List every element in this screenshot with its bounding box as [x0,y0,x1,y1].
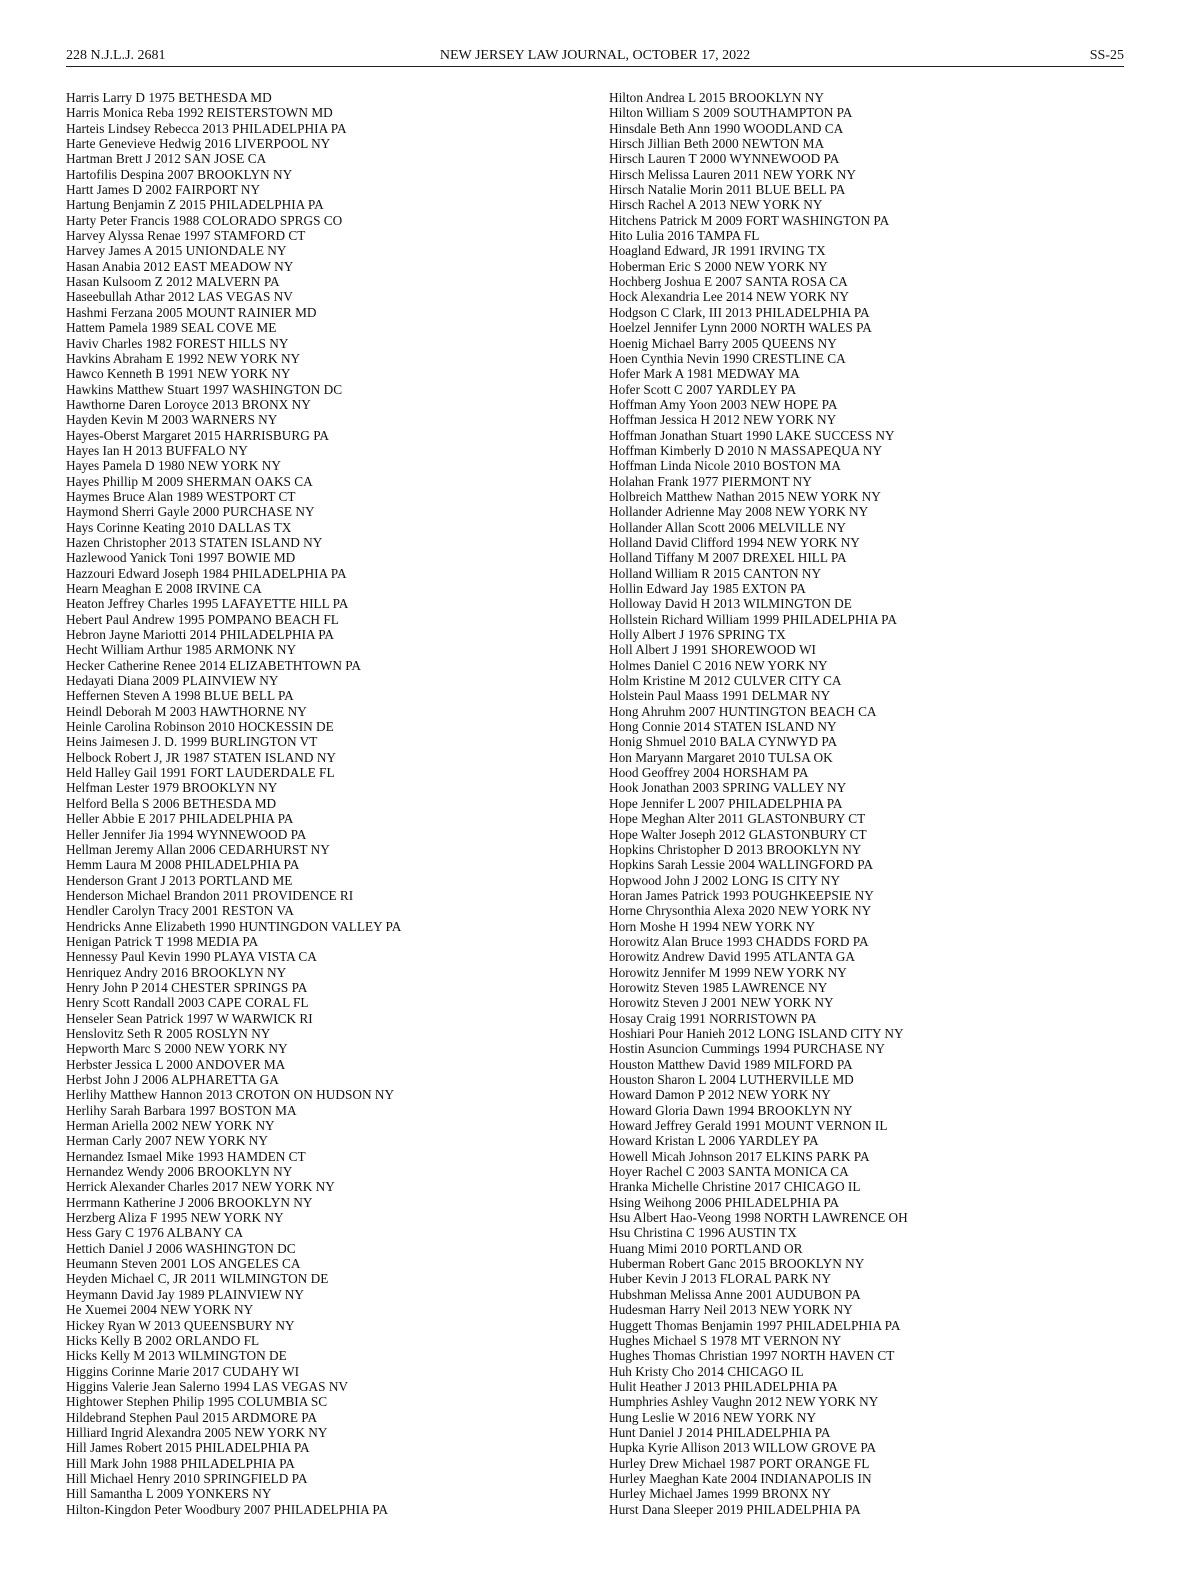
attorney-entry: Hopkins Christopher D 2013 BROOKLYN NY [609,841,862,857]
attorney-entry: Hirsch Natalie Morin 2011 BLUE BELL PA [609,182,846,198]
attorney-entry: Hurley Maeghan Kate 2004 INDIANAPOLIS IN [609,1470,872,1486]
attorney-entry: Hays Corinne Keating 2010 DALLAS TX [66,519,292,535]
attorney-entry: Hodgson C Clark, III 2013 PHILADELPHIA PA [609,304,870,320]
attorney-entry: Hoyer Rachel C 2003 SANTA MONICA CA [609,1164,849,1180]
attorney-entry: Hoelzel Jennifer Lynn 2000 NORTH WALES PA [609,320,872,336]
citation: 228 N.J.L.J. 2681 [66,48,166,63]
attorney-entry: Howard Damon P 2012 NEW YORK NY [609,1087,831,1103]
attorney-entry: Heller Jennifer Jia 1994 WYNNEWOOD PA [66,826,307,842]
attorney-entry: Honig Shmuel 2010 BALA CYNWYD PA [609,734,838,750]
attorney-entry: Hurley Drew Michael 1987 PORT ORANGE FL [609,1455,870,1471]
attorney-entry: Hendler Carolyn Tracy 2001 RESTON VA [66,903,294,919]
page-number: SS-25 [1089,48,1124,63]
attorney-entry: Hollander Adrienne May 2008 NEW YORK NY [609,504,869,520]
attorney-entry: Hope Jennifer L 2007 PHILADELPHIA PA [609,795,843,811]
attorney-entry: Huh Kristy Cho 2014 CHICAGO IL [609,1363,804,1379]
attorney-entry: Hoffman Linda Nicole 2010 BOSTON MA [609,458,841,474]
attorney-entry: Hess Gary C 1976 ALBANY CA [66,1225,244,1241]
attorney-entry: Howard Kristan L 2006 YARDLEY PA [609,1133,819,1149]
attorney-entry: Hernandez Wendy 2006 BROOKLYN NY [66,1164,293,1180]
attorney-entry: Hawco Kenneth B 1991 NEW YORK NY [66,366,291,382]
attorney-entry: Hoberman Eric S 2000 NEW YORK NY [609,258,828,274]
attorney-entry: Hennessy Paul Kevin 1990 PLAYA VISTA CA [66,949,317,965]
attorney-entry: He Xuemei 2004 NEW YORK NY [66,1302,254,1318]
attorney-entry: Holly Albert J 1976 SPRING TX [609,627,786,643]
attorney-entry: Hebert Paul Andrew 1995 POMPANO BEACH FL [66,611,339,627]
attorney-entry: Holland William R 2015 CANTON NY [609,565,822,581]
attorney-entry: Hock Alexandria Lee 2014 NEW YORK NY [609,289,850,305]
attorney-entry: Hubshman Melissa Anne 2001 AUDUBON PA [609,1286,861,1302]
attorney-entry: Hood Geoffrey 2004 HORSHAM PA [609,765,809,781]
attorney-entry: Hinsdale Beth Ann 1990 WOODLAND CA [609,120,844,136]
attorney-entry: Horowitz Alan Bruce 1993 CHADDS FORD PA [609,933,869,949]
attorney-entry: Higgins Valerie Jean Salerno 1994 LAS VEGAS NV [66,1378,349,1394]
attorney-entry: Harvey James A 2015 UNIONDALE NY [66,243,287,259]
attorney-entry: Horowitz Jennifer M 1999 NEW YORK NY [609,964,847,980]
attorney-entry: Hebron Jayne Mariotti 2014 PHILADELPHIA PA [66,627,335,643]
attorney-entry: Herlihy Sarah Barbara 1997 BOSTON MA [66,1102,297,1118]
attorney-entry: Henderson Grant J 2013 PORTLAND ME [66,872,293,888]
attorney-entry: Hepworth Marc S 2000 NEW YORK NY [66,1041,288,1057]
attorney-entry: Hoenig Michael Barry 2005 QUEENS NY [609,335,837,351]
attorney-entry: Hayes Phillip M 2009 SHERMAN OAKS CA [66,473,313,489]
publication-title: NEW JERSEY LAW JOURNAL, OCTOBER 17, 2022 [439,48,751,63]
attorney-entry: Horn Moshe H 1994 NEW YORK NY [609,918,816,934]
attorney-entry: Hirsch Rachel A 2013 NEW YORK NY [609,197,823,213]
attorney-entry: Hoffman Kimberly D 2010 N MASSAPEQUA NY [609,442,883,458]
attorney-entry: Holbreich Matthew Nathan 2015 NEW YORK NY [609,488,881,504]
attorney-entry: Hasan Anabia 2012 EAST MEADOW NY [66,258,294,274]
attorney-entry: Hoagland Edward, JR 1991 IRVING TX [609,243,826,259]
attorney-entry: Hulit Heather J 2013 PHILADELPHIA PA [609,1378,838,1394]
attorney-entry: Hofer Mark A 1981 MEDWAY MA [609,366,800,382]
attorney-entry: Huber Kevin J 2013 FLORAL PARK NY [609,1271,832,1287]
attorney-entry: Herbster Jessica L 2000 ANDOVER MA [66,1056,286,1072]
attorney-entry: Hochberg Joshua E 2007 SANTA ROSA CA [609,274,848,290]
attorney-entry: Hayes Pamela D 1980 NEW YORK NY [66,458,281,474]
attorney-entry: Hosay Craig 1991 NORRISTOWN PA [609,1010,817,1026]
attorney-entry: Hill James Robert 2015 PHILADELPHIA PA [66,1440,310,1456]
attorney-entry: Heller Abbie E 2017 PHILADELPHIA PA [66,811,294,827]
attorney-entry: Huggett Thomas Benjamin 1997 PHILADELPHIA PA [609,1317,901,1333]
attorney-entry: Hayes-Oberst Margaret 2015 HARRISBURG PA [66,427,329,443]
attorney-entry: Hicks Kelly B 2002 ORLANDO FL [66,1332,260,1348]
attorney-entry: Hughes Thomas Christian 1997 NORTH HAVEN CT [609,1348,895,1364]
attorney-entry: Hemm Laura M 2008 PHILADELPHIA PA [66,857,300,873]
attorney-entry: Hilton William S 2009 SOUTHAMPTON PA [609,105,853,121]
attorney-entry: Holloway David H 2013 WILMINGTON DE [609,596,852,612]
attorney-entry: Hartung Benjamin Z 2015 PHILADELPHIA PA [66,197,324,213]
attorney-entry: Hendricks Anne Elizabeth 1990 HUNTINGDON VALLEY PA [66,918,402,934]
attorney-entry: Harte Genevieve Hedwig 2016 LIVERPOOL NY [66,136,331,152]
attorney-entry: Hicks Kelly M 2013 WILMINGTON DE [66,1348,287,1364]
attorney-entry: Hirsch Lauren T 2000 WYNNEWOOD PA [609,151,840,167]
attorney-entry: Houston Sharon L 2004 LUTHERVILLE MD [609,1072,854,1087]
attorney-entry: Hsing Weihong 2006 PHILADELPHIA PA [609,1194,840,1210]
attorney-entry: Hellman Jeremy Allan 2006 CEDARHURST NY [66,841,330,857]
attorney-entry: Hilliard Ingrid Alexandra 2005 NEW YORK NY [66,1424,328,1440]
attorney-entry: Haymond Sherri Gayle 2000 PURCHASE NY [66,504,315,520]
attorney-entry: Hill Michael Henry 2010 SPRINGFIELD PA [66,1470,308,1486]
attorney-entry: Harvey Alyssa Renae 1997 STAMFORD CT [66,228,306,244]
attorney-entry: Henriquez Andry 2016 BROOKLYN NY [66,964,287,980]
attorney-entry: Hazlewood Yanick Toni 1997 BOWIE MD [66,550,296,566]
attorney-entry: Howard Jeffrey Gerald 1991 MOUNT VERNON IL [609,1118,888,1134]
attorney-entry: Hecht William Arthur 1985 ARMONK NY [66,642,297,658]
attorney-entry: Huang Mimi 2010 PORTLAND OR [609,1240,803,1256]
attorney-entry: Henry Scott Randall 2003 CAPE CORAL FL [66,995,309,1011]
attorney-entry: Holland Tiffany M 2007 DREXEL HILL PA [609,550,847,566]
attorney-entry: Hito Lulia 2016 TAMPA FL [609,228,760,244]
attorney-entry: Hollstein Richard William 1999 PHILADELPHIA PA [609,611,897,627]
attorney-entry: Hearn Meaghan E 2008 IRVINE CA [66,581,262,596]
attorney-entry: Holland David Clifford 1994 NEW YORK NY [609,534,860,550]
attorney-entry: Haseebullah Athar 2012 LAS VEGAS NV [66,289,293,305]
attorney-entry: Held Halley Gail 1991 FORT LAUDERDALE FL [66,765,335,781]
attorney-entry: Holm Kristine M 2012 CULVER CITY CA [609,673,842,689]
attorney-entry: Hoffman Jessica H 2012 NEW YORK NY [609,412,837,428]
attorney-entry: Hopwood John J 2002 LONG IS CITY NY [609,872,841,888]
attorney-entry: Heumann Steven 2001 LOS ANGELES CA [66,1256,301,1272]
attorney-entry: Huberman Robert Ganc 2015 BROOKLYN NY [609,1256,865,1272]
attorney-entry: Hartt James D 2002 FAIRPORT NY [66,182,261,198]
attorney-entry: Hickey Ryan W 2013 QUEENSBURY NY [66,1317,295,1333]
attorney-entry: Hawthorne Daren Loroyce 2013 BRONX NY [66,396,311,412]
attorney-entry: Heyden Michael C, JR 2011 WILMINGTON DE [66,1271,329,1287]
attorney-entry: Hook Jonathan 2003 SPRING VALLEY NY [609,780,847,796]
attorney-entry: Haymes Bruce Alan 1989 WESTPORT CT [66,488,296,504]
attorney-entry: Herrmann Katherine J 2006 BROOKLYN NY [66,1194,313,1210]
attorney-entry: Havkins Abraham E 1992 NEW YORK NY [66,350,301,366]
attorney-entry: Hazen Christopher 2013 STATEN ISLAND NY [66,534,323,550]
attorney-entry: Hitchens Patrick M 2009 FORT WASHINGTON PA [609,212,890,228]
attorney-entry: Hung Leslie W 2016 NEW YORK NY [609,1409,817,1425]
attorney-entry: Howard Gloria Dawn 1994 BROOKLYN NY [609,1102,853,1118]
attorney-entry: Hon Maryann Margaret 2010 TULSA OK [609,749,833,765]
attorney-entry: Henigan Patrick T 1998 MEDIA PA [66,933,259,949]
attorney-entry: Holl Albert J 1991 SHOREWOOD WI [609,642,816,658]
attorney-entry: Haviv Charles 1982 FOREST HILLS NY [66,335,289,351]
attorney-entry: Hildebrand Stephen Paul 2015 ARDMORE PA [66,1409,318,1425]
attorney-entry: Herrick Alexander Charles 2017 NEW YORK NY [66,1179,335,1195]
attorney-entry: Horne Chrysonthia Alexa 2020 NEW YORK NY [609,903,872,919]
attorney-entry: Hope Meghan Alter 2011 GLASTONBURY CT [609,811,866,827]
attorney-entry: Harteis Lindsey Rebecca 2013 PHILADELPHIA PA [66,120,347,136]
attorney-entry: Heymann David Jay 1989 PLAINVIEW NY [66,1286,304,1302]
attorney-entry: Hoffman Jonathan Stuart 1990 LAKE SUCCESS NY [609,427,895,443]
attorney-entry: Hasan Kulsoom Z 2012 MALVERN PA [66,274,280,290]
attorney-entry: Hill Mark John 1988 PHILADELPHIA PA [66,1455,295,1471]
attorney-entry: Hollin Edward Jay 1985 EXTON PA [609,581,806,596]
attorney-entry: Hsu Christina C 1996 AUSTIN TX [609,1225,797,1241]
attorney-entry: Hartman Brett J 2012 SAN JOSE CA [66,151,267,167]
attorney-entry: Harty Peter Francis 1988 COLORADO SPRGS CO [66,212,343,228]
attorney-entry: Henry John P 2014 CHESTER SPRINGS PA [66,979,308,995]
attorney-entry: Herman Ariella 2002 NEW YORK NY [66,1118,275,1134]
attorney-entry: Hope Walter Joseph 2012 GLASTONBURY CT [609,826,867,842]
attorney-entry: Hernandez Ismael Mike 1993 HAMDEN CT [66,1148,306,1164]
attorney-entry: Heinle Carolina Robinson 2010 HOCKESSIN DE [66,719,334,735]
page-header [66,48,1124,67]
attorney-entry: Hartofilis Despina 2007 BROOKLYN NY [66,166,293,182]
attorney-entry: Holahan Frank 1977 PIERMONT NY [609,473,812,489]
attorney-entry: Houston Matthew David 1989 MILFORD PA [609,1056,853,1072]
left-column-list [66,90,401,1517]
attorney-entry: Henseler Sean Patrick 1997 W WARWICK RI [66,1010,313,1026]
attorney-entry: Hayden Kevin M 2003 WARNERS NY [66,412,278,428]
attorney-entry: Humphries Ashley Vaughn 2012 NEW YORK NY [609,1394,879,1410]
attorney-entry: Hudesman Harry Neil 2013 NEW YORK NY [609,1302,853,1318]
attorney-entry: Hightower Stephen Philip 1995 COLUMBIA SC [66,1394,328,1410]
attorney-entry: Hunt Daniel J 2014 PHILADELPHIA PA [609,1424,831,1440]
attorney-entry: Howell Micah Johnson 2017 ELKINS PARK PA [609,1148,870,1164]
attorney-entry: Hattem Pamela 1989 SEAL COVE ME [66,320,277,336]
attorney-entry: Henderson Michael Brandon 2011 PROVIDENCE RI [66,887,354,903]
attorney-entry: Hostin Asuncion Cummings 1994 PURCHASE NY [609,1041,885,1057]
attorney-entry: Hirsch Jillian Beth 2000 NEWTON MA [609,136,825,152]
attorney-entry: Hurley Michael James 1999 BRONX NY [609,1486,831,1502]
attorney-entry: Hranka Michelle Christine 2017 CHICAGO IL [609,1179,861,1195]
attorney-entry: Hollander Allan Scott 2006 MELVILLE NY [609,519,846,535]
attorney-entry: Harris Monica Reba 1992 REISTERSTOWN MD [66,105,333,121]
attorney-entry: Horowitz Steven 1985 LAWRENCE NY [609,979,828,995]
attorney-entry: Hirsch Melissa Lauren 2011 NEW YORK NY [609,166,856,182]
right-column-list [609,90,908,1517]
attorney-entry: Hilton-Kingdon Peter Woodbury 2007 PHILADELPHIA PA [66,1501,389,1517]
attorney-entry: Hurst Dana Sleeper 2019 PHILADELPHIA PA [609,1501,861,1517]
attorney-entry: Hedayati Diana 2009 PLAINVIEW NY [66,673,279,689]
attorney-entry: Heins Jaimesen J. D. 1999 BURLINGTON VT [66,734,318,750]
attorney-entry: Hoshiari Pour Hanieh 2012 LONG ISLAND CITY NY [609,1025,904,1041]
attorney-entry: Hong Connie 2014 STATEN ISLAND NY [609,719,837,735]
attorney-entry: Horowitz Steven J 2001 NEW YORK NY [609,995,834,1011]
attorney-entry: Holmes Daniel C 2016 NEW YORK NY [609,657,828,673]
attorney-entry: Herbst John J 2006 ALPHARETTA GA [66,1072,279,1087]
attorney-entry: Herzberg Aliza F 1995 NEW YORK NY [66,1210,284,1226]
attorney-entry: Hupka Kyrie Allison 2013 WILLOW GROVE PA [609,1440,877,1456]
attorney-entry: Hayes Ian H 2013 BUFFALO NY [66,442,248,458]
attorney-entry: Hofer Scott C 2007 YARDLEY PA [609,381,797,397]
attorney-entry: Heffernen Steven A 1998 BLUE BELL PA [66,688,294,704]
attorney-entry: Helfman Lester 1979 BROOKLYN NY [66,780,278,796]
attorney-entry: Helford Bella S 2006 BETHESDA MD [66,795,277,811]
attorney-entry: Hilton Andrea L 2015 BROOKLYN NY [609,90,824,105]
attorney-entry: Hughes Michael S 1978 MT VERNON NY [609,1332,842,1348]
attorney-entry: Horowitz Andrew David 1995 ATLANTA GA [609,949,856,965]
attorney-entry: Heindl Deborah M 2003 HAWTHORNE NY [66,703,307,719]
attorney-entry: Hashmi Ferzana 2005 MOUNT RAINIER MD [66,304,317,320]
attorney-entry: Higgins Corinne Marie 2017 CUDAHY WI [66,1363,300,1379]
attorney-entry: Holstein Paul Maass 1991 DELMAR NY [609,688,831,704]
attorney-entry: Hill Samantha L 2009 YONKERS NY [66,1486,272,1502]
attorney-entry: Herman Carly 2007 NEW YORK NY [66,1133,269,1149]
attorney-entry: Hecker Catherine Renee 2014 ELIZABETHTOWN PA [66,657,362,673]
attorney-entry: Hoen Cynthia Nevin 1990 CRESTLINE CA [609,350,846,366]
attorney-entry: Hopkins Sarah Lessie 2004 WALLINGFORD PA [609,857,874,873]
attorney-entry: Hazzouri Edward Joseph 1984 PHILADELPHIA PA [66,565,347,581]
attorney-entry: Helbock Robert J, JR 1987 STATEN ISLAND NY [66,749,337,765]
attorney-entry: Hsu Albert Hao-Veong 1998 NORTH LAWRENCE OH [609,1210,908,1226]
attorney-entry: Heaton Jeffrey Charles 1995 LAFAYETTE HILL PA [66,596,349,612]
attorney-entry: Hong Ahruhm 2007 HUNTINGTON BEACH CA [609,703,877,719]
attorney-entry: Horan James Patrick 1993 POUGHKEEPSIE NY [609,887,874,903]
attorney-entry: Harris Larry D 1975 BETHESDA MD [66,90,272,105]
attorney-entry: Hettich Daniel J 2006 WASHINGTON DC [66,1240,296,1256]
attorney-entry: Henslovitz Seth R 2005 ROSLYN NY [66,1025,271,1041]
attorney-entry: Herlihy Matthew Hannon 2013 CROTON ON HUDSON NY [66,1087,395,1103]
attorney-entry: Hoffman Amy Yoon 2003 NEW HOPE PA [609,396,838,412]
attorney-entry: Hawkins Matthew Stuart 1997 WASHINGTON DC [66,381,343,397]
